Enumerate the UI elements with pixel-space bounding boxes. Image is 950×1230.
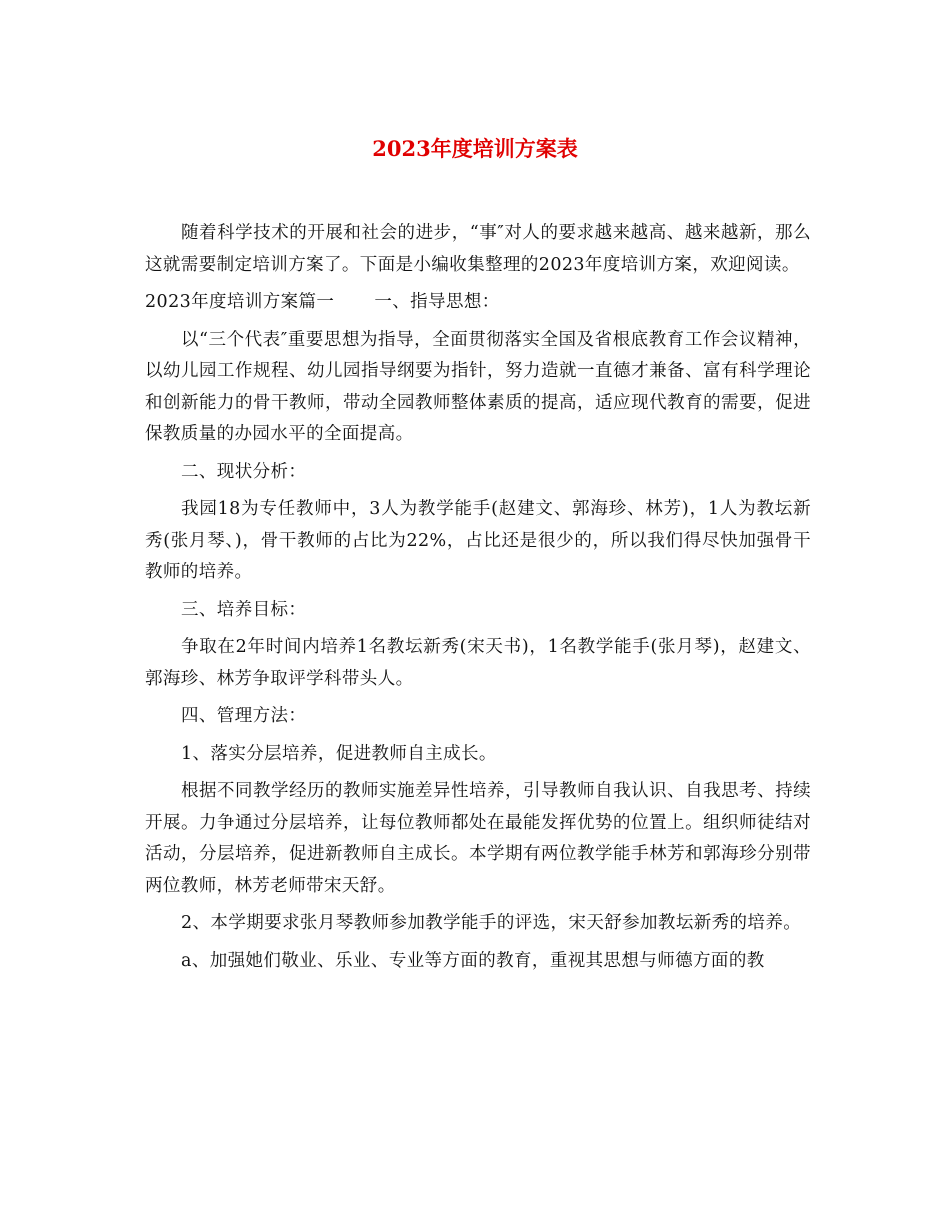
management-item-1: 1、落实分层培养，促进教师自主成长。: [181, 743, 497, 764]
management-item-2: 2、本学期要求张月琴教师参加教学能手的评选，宋天舒参加教坛新秀的培养。: [181, 913, 802, 933]
intro-paragraph: 随着科学技术的开展和社会的进步，“事″对人的要求越来越高、越来越新，那么这就需要制定培训方案了。下面是小编收集整理的2023年度培训方案，欢迎阅读。: [145, 223, 811, 275]
document-title: 2023年度培训方案表: [372, 136, 578, 161]
document-body: [145, 218, 811, 983]
heading-management-methods: 四、管理方法：: [181, 706, 307, 726]
management-item-1-paragraph: 根据不同教学经历的教师实施差异性培养，引导教师自我认识、自我思考、持续开展。力争通过分层培养，让每位教师都处在最能发挥优势的位置上。组织师徒结对活动，分层培养，促进新教师自主成长。本学期有两位教学能手林芳和郭海珍分别带两位教师，林芳老师带宋天舒。: [145, 781, 811, 896]
section-heading-line: [145, 287, 811, 319]
guiding-ideology-paragraph: 以“三个代表″重要思想为指导，全面贯彻落实全国及省根底教育工作会议精神，以幼儿园工作规程、幼儿园指导纲要为指针，努力造就一直德才兼备、富有科学理论和创新能力的骨干教师，带动全园教师整体素质的提高，适应现代教育的需要，促进保教质量的办园水平的全面提高。: [145, 329, 811, 444]
heading-status-analysis: 二、现状分析：: [181, 461, 307, 482]
section-label: 2023年度培训方案篇一: [145, 292, 335, 312]
management-item-a: a、加强她们敬业、乐业、专业等方面的教育，重视其思想与师德方面的教: [181, 950, 765, 971]
heading-guiding-ideology: 一、指导思想：: [374, 292, 500, 312]
status-analysis-paragraph: 我园18为专任教师中，3人为教学能手(赵建文、郭海珍、林芳)，1人为教坛新秀(张月琴、)，骨干教师的占比为22%，占比还是很少的，所以我们得尽快加强骨干教师的培养。: [145, 499, 811, 582]
heading-training-goals: 三、培养目标：: [181, 599, 307, 620]
training-goals-paragraph: 争取在2年时间内培养1名教坛新秀(宋天书)，1名教学能手(张月琴)，赵建文、郭海珍、林芳争取评学科带头人。: [145, 637, 811, 689]
